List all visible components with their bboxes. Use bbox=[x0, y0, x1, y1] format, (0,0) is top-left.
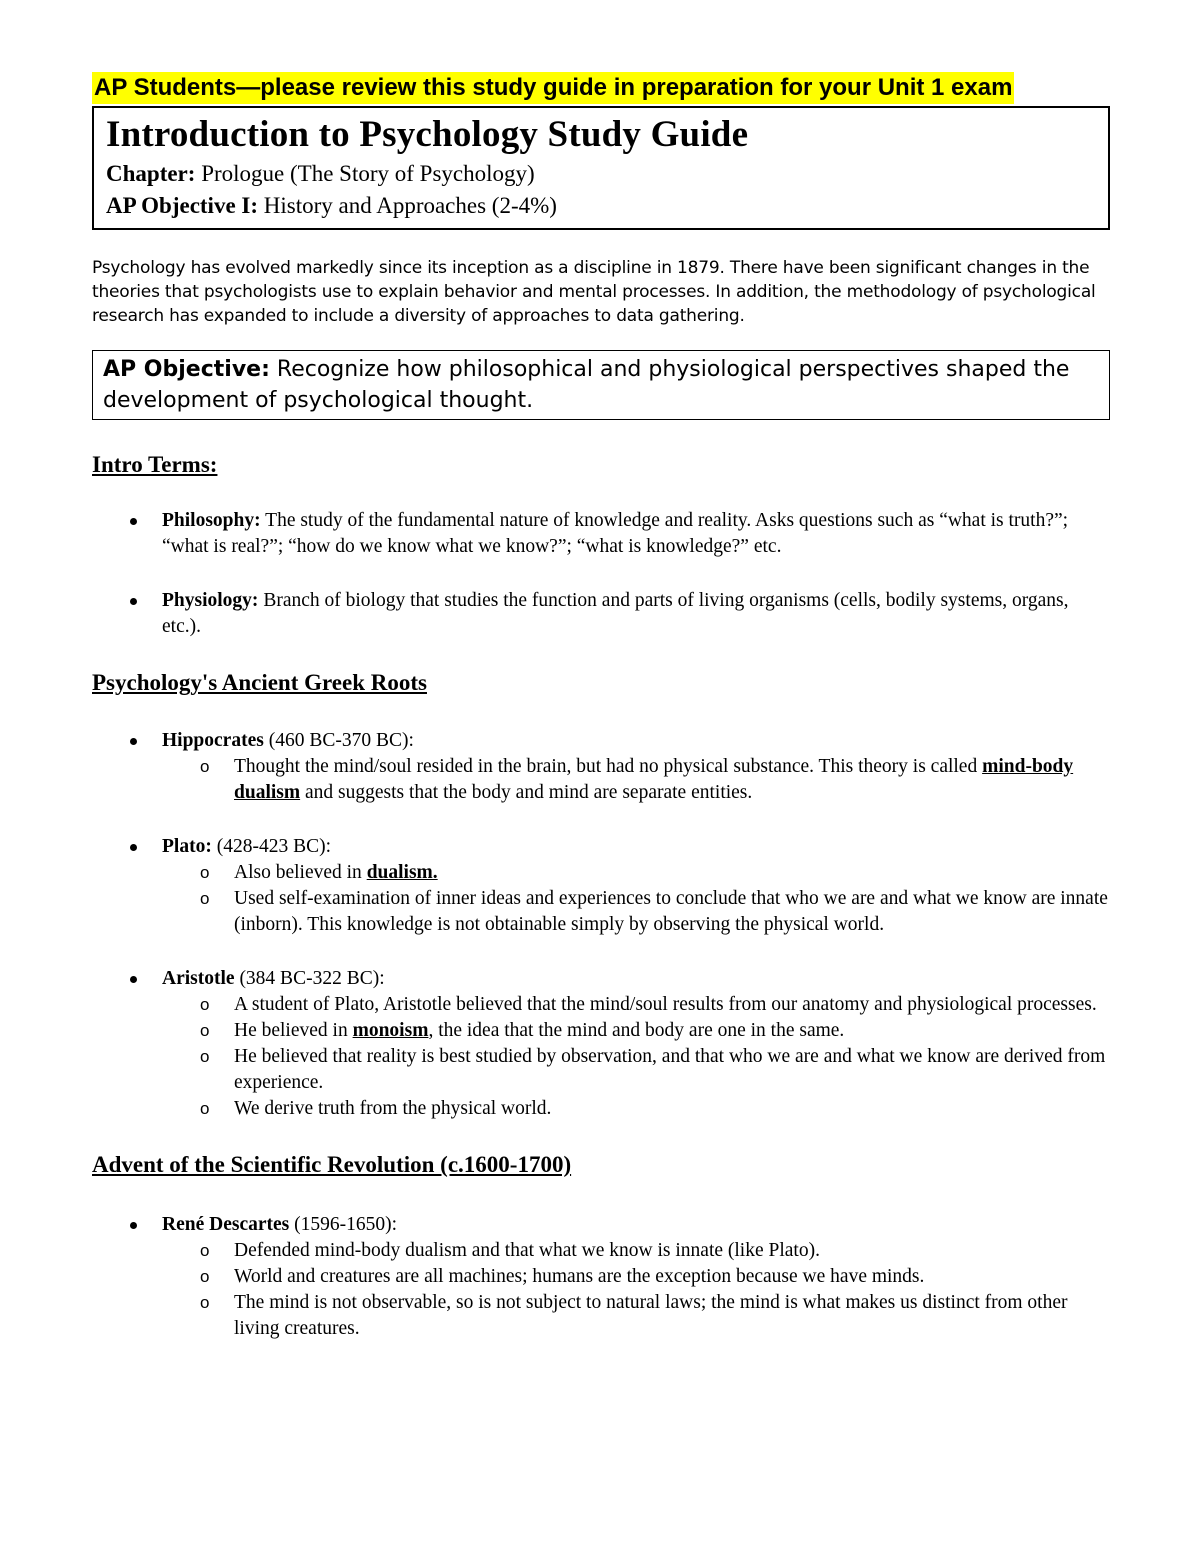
title-box bbox=[92, 106, 1110, 230]
sub-item bbox=[92, 1096, 1110, 1122]
sub-text: World and creatures are all machines; humans are the exception because we have minds. bbox=[234, 1266, 925, 1287]
sub-list bbox=[162, 860, 1110, 938]
sub-text bbox=[164, 1018, 1110, 1044]
chapter-value: Prologue (The Story of Psychology) bbox=[201, 161, 535, 186]
sub-item bbox=[92, 1264, 1110, 1290]
circle-bullet-icon: o bbox=[200, 1021, 210, 1040]
objective-label: AP Objective I: bbox=[106, 193, 259, 218]
circle-bullet-icon: o bbox=[200, 757, 210, 776]
key-term-dualism: dualism. bbox=[366, 862, 438, 883]
sub-list bbox=[162, 754, 1110, 806]
list-item bbox=[92, 834, 1110, 938]
dates: (428-423 BC): bbox=[216, 836, 331, 857]
sub-item bbox=[92, 1238, 1110, 1264]
circle-bullet-icon: o bbox=[200, 889, 210, 908]
intro-terms-heading: Intro Terms: bbox=[92, 452, 218, 477]
sub-item bbox=[92, 1044, 1110, 1096]
sub-item bbox=[92, 1018, 1110, 1044]
list-item bbox=[92, 1212, 1110, 1342]
sub-text bbox=[164, 754, 1110, 806]
name-hippocrates: Hippocrates bbox=[162, 730, 264, 751]
term-physiology: Physiology: bbox=[162, 590, 259, 611]
sub-item bbox=[92, 754, 1110, 806]
sub-item bbox=[92, 1290, 1110, 1342]
bullet-icon bbox=[130, 976, 137, 983]
objective-value: History and Approaches (2-4%) bbox=[263, 193, 557, 218]
sub-text: Used self-examination of inner ideas and experiences to conclude that who we are and what we know are innate (inborn). This knowledge is not obtainable simply by observing the physical world. bbox=[234, 888, 1108, 935]
scientific-revolution-heading: Advent of the Scientific Revolution (c.1600-1700) bbox=[92, 1152, 572, 1177]
bullet-icon bbox=[130, 1222, 137, 1229]
sub-text: Defended mind-body dualism and that what we know is innate (like Plato). bbox=[234, 1240, 820, 1261]
sub-text: A student of Plato, Aristotle believed that the mind/soul results from our anatomy and physiological processes. bbox=[234, 994, 1097, 1015]
sub-text-part: , the idea that the mind and body are one in the same. bbox=[428, 1020, 845, 1041]
dates: (460 BC-370 BC): bbox=[268, 730, 414, 751]
sub-item bbox=[92, 992, 1110, 1018]
list-item bbox=[92, 728, 1110, 806]
objective-line bbox=[106, 190, 1096, 222]
intro-terms-list bbox=[92, 508, 1110, 640]
sub-text: The mind is not observable, so is not subject to natural laws; the mind is what makes us distinct from other living creatures. bbox=[234, 1292, 1068, 1339]
name-aristotle: Aristotle bbox=[162, 968, 235, 989]
study-guide-page bbox=[92, 72, 1110, 1342]
chapter-label: Chapter: bbox=[106, 161, 196, 186]
circle-bullet-icon: o bbox=[200, 1099, 210, 1118]
page-title: Introduction to Psychology Study Guide bbox=[106, 114, 749, 155]
ap-objective-box bbox=[92, 350, 1110, 420]
sub-text-part: and suggests that the body and mind are separate entities. bbox=[304, 782, 753, 803]
term-definition: Branch of biology that studies the function and parts of living organisms (cells, bodily systems, organs, etc.). bbox=[162, 590, 1069, 637]
sub-list bbox=[162, 992, 1110, 1122]
term-philosophy: Philosophy: bbox=[162, 510, 261, 531]
sub-list bbox=[162, 1238, 1110, 1342]
sub-text-part: He believed in bbox=[234, 1020, 348, 1041]
sub-item bbox=[92, 886, 1110, 938]
sub-item bbox=[92, 860, 1110, 886]
list-item bbox=[92, 508, 1110, 560]
bullet-icon bbox=[130, 518, 137, 525]
ap-objective-label: AP Objective: bbox=[103, 357, 270, 382]
scientific-revolution-list bbox=[92, 1212, 1110, 1342]
greek-roots-list bbox=[92, 728, 1110, 1122]
key-term-monoism: monoism bbox=[352, 1020, 429, 1041]
greek-roots-heading: Psychology's Ancient Greek Roots bbox=[92, 670, 427, 695]
term-definition: The study of the fundamental nature of knowledge and reality. Asks questions such as “what is truth?”; “what is real?”; “how do we know what we know?”; “what is knowledge?” etc. bbox=[162, 510, 1069, 557]
ap-objective-text: Recognize how philosophical and physiological perspectives shaped the development of psychological thought. bbox=[103, 357, 1070, 413]
sub-text bbox=[164, 860, 1110, 886]
circle-bullet-icon: o bbox=[200, 1267, 210, 1286]
dates: (384 BC-322 BC): bbox=[239, 968, 385, 989]
name-descartes: René Descartes bbox=[162, 1214, 290, 1235]
name-plato: Plato: bbox=[162, 836, 212, 857]
chapter-line bbox=[106, 158, 1096, 190]
circle-bullet-icon: o bbox=[200, 1241, 210, 1260]
list-item bbox=[92, 966, 1110, 1122]
circle-bullet-icon: o bbox=[200, 995, 210, 1014]
circle-bullet-icon: o bbox=[200, 863, 210, 882]
bullet-icon bbox=[130, 598, 137, 605]
sub-text: He believed that reality is best studied by observation, and that who we are and what we know are derived from experience. bbox=[234, 1046, 1106, 1093]
sub-text-part: Also believed in bbox=[234, 862, 362, 883]
exam-banner: AP Students—please review this study guide in preparation for your Unit 1 exam bbox=[92, 72, 1014, 104]
bullet-icon bbox=[130, 738, 137, 745]
sub-text-part: Thought the mind/soul resided in the brain, but had no physical substance. This theory is called bbox=[234, 756, 978, 777]
circle-bullet-icon: o bbox=[200, 1293, 210, 1312]
circle-bullet-icon: o bbox=[200, 1047, 210, 1066]
key-term-mind-body-dualism: mind-body dualism bbox=[234, 756, 1074, 803]
list-item bbox=[92, 588, 1110, 640]
intro-paragraph: Psychology has evolved markedly since its inception as a discipline in 1879. There have been significant changes in the theories that psychologists use to explain behavior and mental processes. In addition, the methodology of psychological research has expanded to include a diversity of approaches to data gathering. bbox=[92, 258, 1096, 326]
sub-text: We derive truth from the physical world. bbox=[234, 1098, 552, 1119]
dates: (1596-1650): bbox=[294, 1214, 398, 1235]
bullet-icon bbox=[130, 844, 137, 851]
